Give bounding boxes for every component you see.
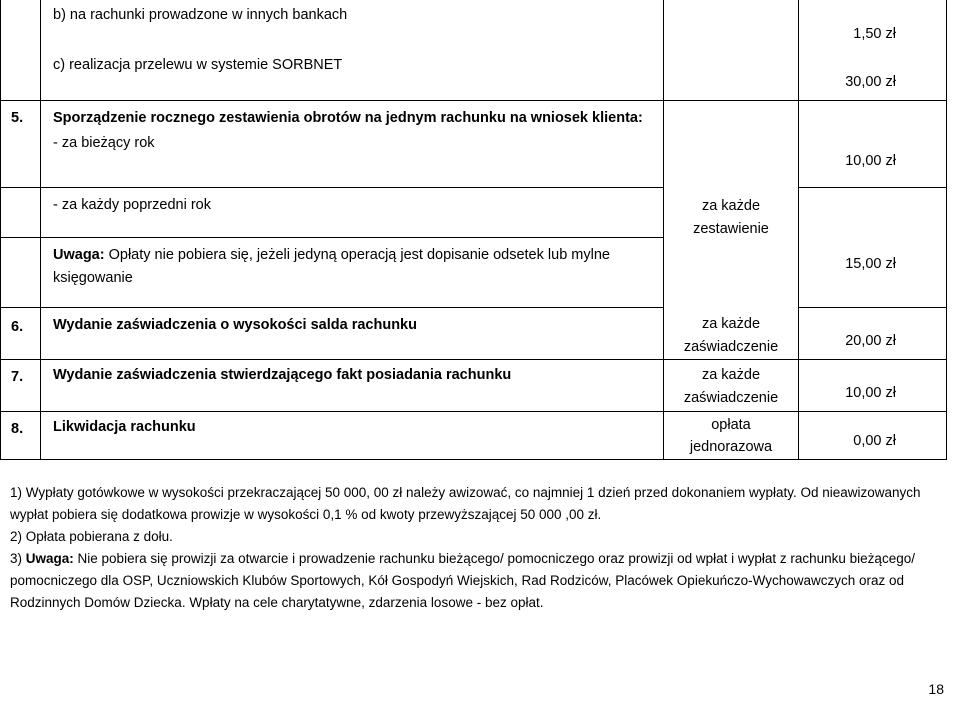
row-b-amount: 1,50 zł: [799, 0, 947, 50]
table-row: [1, 50, 947, 100]
table-row: [1, 100, 947, 187]
footnote-3: [10, 548, 945, 614]
footnote-3-label: Uwaga:: [25, 551, 74, 566]
footnote-2: 2) Opłata pobierana z dołu.: [10, 529, 173, 544]
row-8-unit: opłata jednorazowa: [664, 412, 799, 460]
row-5-previous-year: - za każdy poprzedni rok: [41, 187, 664, 237]
row-7-unit: za każde zaświadczenie: [664, 360, 799, 412]
footnote-1: 1) Wypłaty gotówkowe w wysokości przekraczającej 50 000, 00 zł należy awizować, co najmniej 1 dzień przed dokonaniem wypłaty. Od nieawizowanych wypłat pobiera się dodatkowa prowizje w wysokości 0,1 % od kwoty przewyższającej 50 000 ,00 zł.: [10, 485, 921, 522]
row-8-amount: 0,00 zł: [799, 412, 947, 460]
table-row: [1, 187, 947, 237]
row-5-description: [41, 100, 664, 187]
row-5-previous-amount: 15,00 zł: [799, 237, 947, 307]
row-7-number: 7.: [1, 360, 41, 412]
row-5-note-label: Uwaga:: [53, 246, 105, 263]
table-row: [1, 412, 947, 460]
row-6-number: 6.: [1, 307, 41, 360]
table-row: [1, 307, 947, 360]
row-c-amount: 30,00 zł: [799, 50, 947, 100]
row-b-description: b) na rachunki prowadzone w innych bankach: [41, 0, 664, 50]
row-c-description: c) realizacja przelewu w systemie SORBNET: [41, 50, 664, 100]
row-5-note: [41, 237, 664, 307]
row-5-current-year: - za bieżący rok: [53, 134, 155, 151]
row-7-amount: 10,00 zł: [799, 360, 947, 412]
table-row: [1, 360, 947, 412]
row-5-title: Sporządzenie rocznego zestawienia obrotów na jednym rachunku na wniosek klienta:: [53, 109, 643, 126]
table-row: [1, 237, 947, 307]
row-6-unit: za każde zaświadczenie: [664, 307, 799, 360]
row-8-number: 8.: [1, 412, 41, 460]
row-5-unit: za każde zestawienie: [664, 187, 799, 307]
row-5-number: 5.: [1, 100, 41, 187]
footnotes: [10, 482, 945, 614]
row-5-current-amount: 10,00 zł: [799, 100, 947, 187]
row-6-description: Wydanie zaświadczenia o wysokości salda rachunku: [41, 307, 664, 360]
row-6-amount: 20,00 zł: [799, 307, 947, 360]
footnote-3-text: Nie pobiera się prowizji za otwarcie i prowadzenie rachunku bieżącego/ pomocniczego oraz prowizji od wpłat i wypłat z rachunku bieżącego/ pomocniczego dla OSP, Uczniowskich Klubów Sportowych, Kół Gospodyń Wiejskich, Rad Rodziców, Placówek Opiekuńczo-Wychowawczych oraz od Rodzinnych Domów Dziecka. Wpłaty na cele charytatywne, zdarzenia losowe - bez opłat.: [10, 551, 915, 610]
row-8-description: Likwidacja rachunku: [41, 412, 664, 460]
row-5-note-text: Opłaty nie pobiera się, jeżeli jedyną operacją jest dopisanie odsetek lub mylne księgowanie: [53, 246, 610, 286]
page-number: 18: [928, 681, 944, 697]
table-row: [1, 0, 947, 50]
footnote-3-prefix: 3): [10, 551, 26, 566]
row-7-description: Wydanie zaświadczenia stwierdzającego fakt posiadania rachunku: [41, 360, 664, 412]
